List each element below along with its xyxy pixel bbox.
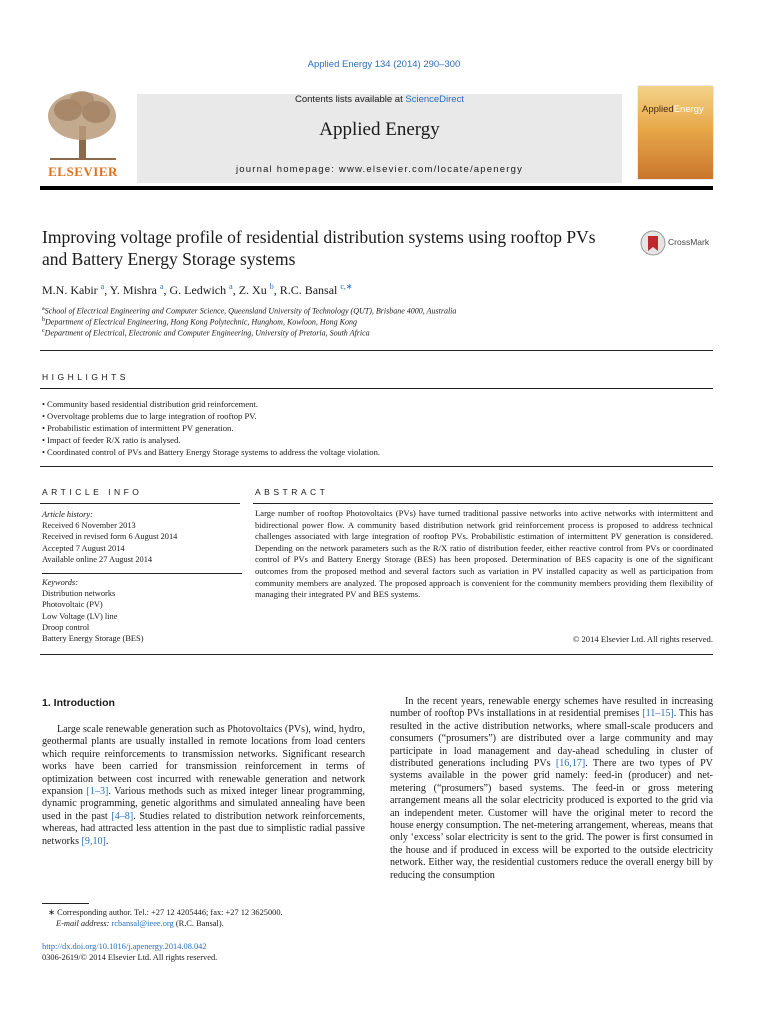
issn-line: 0306-2619/© 2014 Elsevier Ltd. All rights reserved. — [42, 953, 218, 962]
keywords-label: Keywords: — [42, 578, 78, 588]
journal-header — [40, 86, 713, 185]
highlight-item: • Impact of feeder R/X ratio is analysed. — [42, 434, 380, 446]
keyword: Photovoltaic (PV) — [42, 600, 103, 610]
sciencedirect-link[interactable]: ScienceDirect — [405, 94, 464, 105]
intro-right-column: In the recent years, renewable energy schemes have resulted in increasing number of rooftop PVs installations in at residential premises [11–15]. This has resulted in the active distribution networks, where small-scale producers and consumers (“prosumers”) are distributed over a large community and may participate in load management and day-ahead scheduling in cluster of distributed generations including PVs [16,17]. There are two types of PV systems available in the power grid namely: feed-in (producer) and net-metering (“prosumers”) based systems. The feed-in or gross metering arrangement means all the solar electricity produced is exported to the grid via an independent meter. Customer will have the original meter to record the house energy consumption. The net-metering arrangement, whereas, means that only ‘excess’ solar electricity is sent to the grid. The power is first consumed in the house and if produced in excess will be exported to the outside electricity network. Either way, the residential customers reduce the overall energy bill by reducing the consumption — [390, 696, 713, 881]
footnote-divider — [42, 903, 89, 904]
divider — [253, 503, 713, 504]
highlight-item: • Community based residential distribution grid reinforcement. — [42, 398, 380, 410]
journal-homepage-link[interactable]: journal homepage: www.elsevier.com/locate/apenergy — [235, 164, 524, 175]
citation-link[interactable]: [1–3] — [86, 786, 109, 798]
keyword: Low Voltage (LV) line — [42, 611, 118, 621]
highlight-item: • Coordinated control of PVs and Battery Energy Storage systems to address the voltage violation. — [42, 446, 380, 458]
elsevier-logo — [40, 86, 126, 181]
author: M.N. Kabir $^a$ — [42, 282, 105, 297]
citation-link[interactable]: [9,10] — [81, 835, 106, 847]
divider — [42, 573, 242, 574]
email-link[interactable]: rcbansal@ieee.org — [111, 919, 174, 928]
history-item: Received in revised form 6 August 2014 — [42, 532, 178, 542]
highlights-label: HIGHLIGHTS — [42, 372, 129, 382]
history-item: Accepted 7 August 2014 — [42, 543, 125, 553]
history-item: Available online 27 August 2014 — [42, 554, 153, 564]
author: Y. Mishra $^a$ — [109, 282, 164, 297]
keyword: Droop control — [42, 622, 90, 632]
crossmark-label: CrossMark — [668, 237, 710, 247]
highlight-item: • Overvoltage problems due to large integration of rooftop PV. — [42, 410, 380, 422]
corresponding-author-note: ∗ Corresponding author. Tel.: +27 12 4205446; fax: +27 12 3625000. — [48, 908, 283, 917]
email-line: E-mail address: rcbansal@ieee.org (R.C. Bansal). — [56, 919, 224, 928]
article-title: Improving voltage profile of residential distribution systems using rooftop PVs and Battery Energy Storage systems — [42, 227, 596, 269]
author: R.C. Bansal $^{c,∗}$ — [279, 282, 353, 297]
contents-line: Contents lists available at ScienceDirect — [295, 94, 464, 105]
highlight-item: • Probabilistic estimation of intermittent PV generation. — [42, 422, 380, 434]
header-divider — [40, 186, 713, 190]
abstract-copyright: © 2014 Elsevier Ltd. All rights reserved. — [572, 634, 713, 644]
intro-left-column: Large scale renewable generation such as Photovoltaics (PVs), wind, hydro, geothermal plants are usually installed in remote locations from load centers which require reinforcements to transmission networks. Significant research works have been carried for transmission reinforcement in terms of optimization between cost incurred with renewable generation and network expansion [1–3]. Various methods such as mixed integer linear programming, dynamic programming, genetic algorithms and simulated annealing have been used in the past [4–8]. Studies related to distribution network reinforcements, whereas, had attracted less attention in the past due to simplistic radial passive networks [9,10]. — [42, 724, 365, 847]
highlights-list — [42, 398, 380, 458]
author-list: M.N. Kabir $^a$, Y. Mishra $^a$, G. Ledwich $^a$, Z. Xu $^b$, R.C. Bansal $^{c,∗}$ — [42, 282, 353, 297]
journal-info-box — [137, 94, 622, 183]
affiliation: $^b$Department of Electrical Engineering, Hong Kong Polytechnic, Hunghom, Kowloon, Hong Kong — [42, 317, 357, 327]
citation-link[interactable]: [11–15] — [642, 708, 674, 720]
divider — [40, 503, 240, 504]
history-item: Received 6 November 2013 — [42, 521, 136, 531]
abstract-label: ABSTRACT — [255, 487, 329, 497]
footnote — [42, 907, 283, 929]
section-heading: 1. Introduction — [42, 697, 115, 709]
crossmark-badge[interactable] — [640, 229, 716, 259]
history-label: Article history: — [42, 510, 93, 519]
doi-block — [42, 941, 217, 963]
affiliation: $^a$School of Electrical Engineering and Computer Science, Queensland University of Technology (QUT), Brisbane 4000, Australia — [42, 306, 457, 316]
citation-link[interactable]: [4–8] — [111, 810, 134, 822]
cover-title: AppliedEnergy — [642, 104, 704, 115]
doi-link[interactable]: http://dx.doi.org/10.1016/j.apenergy.2014.08.042 — [42, 942, 207, 951]
journal-reference-link[interactable]: Applied Energy 134 (2014) 290–300 — [307, 59, 461, 70]
abstract-text: Large number of rooftop Photovoltaics (PVs) have turned traditional passive networks into active networks with intermittent and bidirectional power flow. A community based distribution network grid reinforcement process is proposed to address technical challenges associated with large integration of rooftop PVs. Probabilistic estimation of intermittent PV generation is considered. Depending on the network parameters such as the R/X ratio of distribution feeder, either reactive control from PVs or coordinated control of PVs and Battery Energy Storage (BES) has been proposed. Determination of BES capacity is one of the significant outcomes from the proposed method and several factors such as variation in PV installed capacity as well as participation from community members are analyzed. The proposed approach is convenient for the community members providing them flexibility of managing their integrated PV and BES systems. — [255, 508, 713, 600]
affiliation: $^c$Department of Electrical, Electronic and Computer Engineering, University of Pretoria, South Africa — [42, 328, 370, 338]
elsevier-wordmark: ELSEVIER — [48, 164, 118, 179]
journal-cover-image[interactable] — [638, 86, 713, 179]
article-info-label: ARTICLE INFO — [42, 487, 143, 497]
author: G. Ledwich $^a$ — [169, 282, 233, 297]
citation-link[interactable]: [16,17] — [555, 758, 586, 770]
author: Z. Xu $^b$ — [238, 282, 274, 297]
article-info — [42, 509, 242, 644]
divider — [40, 350, 713, 351]
keyword: Battery Energy Storage (BES) — [42, 634, 144, 644]
divider — [40, 466, 713, 467]
keyword: Distribution networks — [42, 589, 116, 599]
journal-title: Applied Energy — [319, 119, 440, 140]
divider — [40, 388, 713, 389]
crossmark-icon — [640, 229, 666, 257]
divider — [40, 654, 713, 655]
